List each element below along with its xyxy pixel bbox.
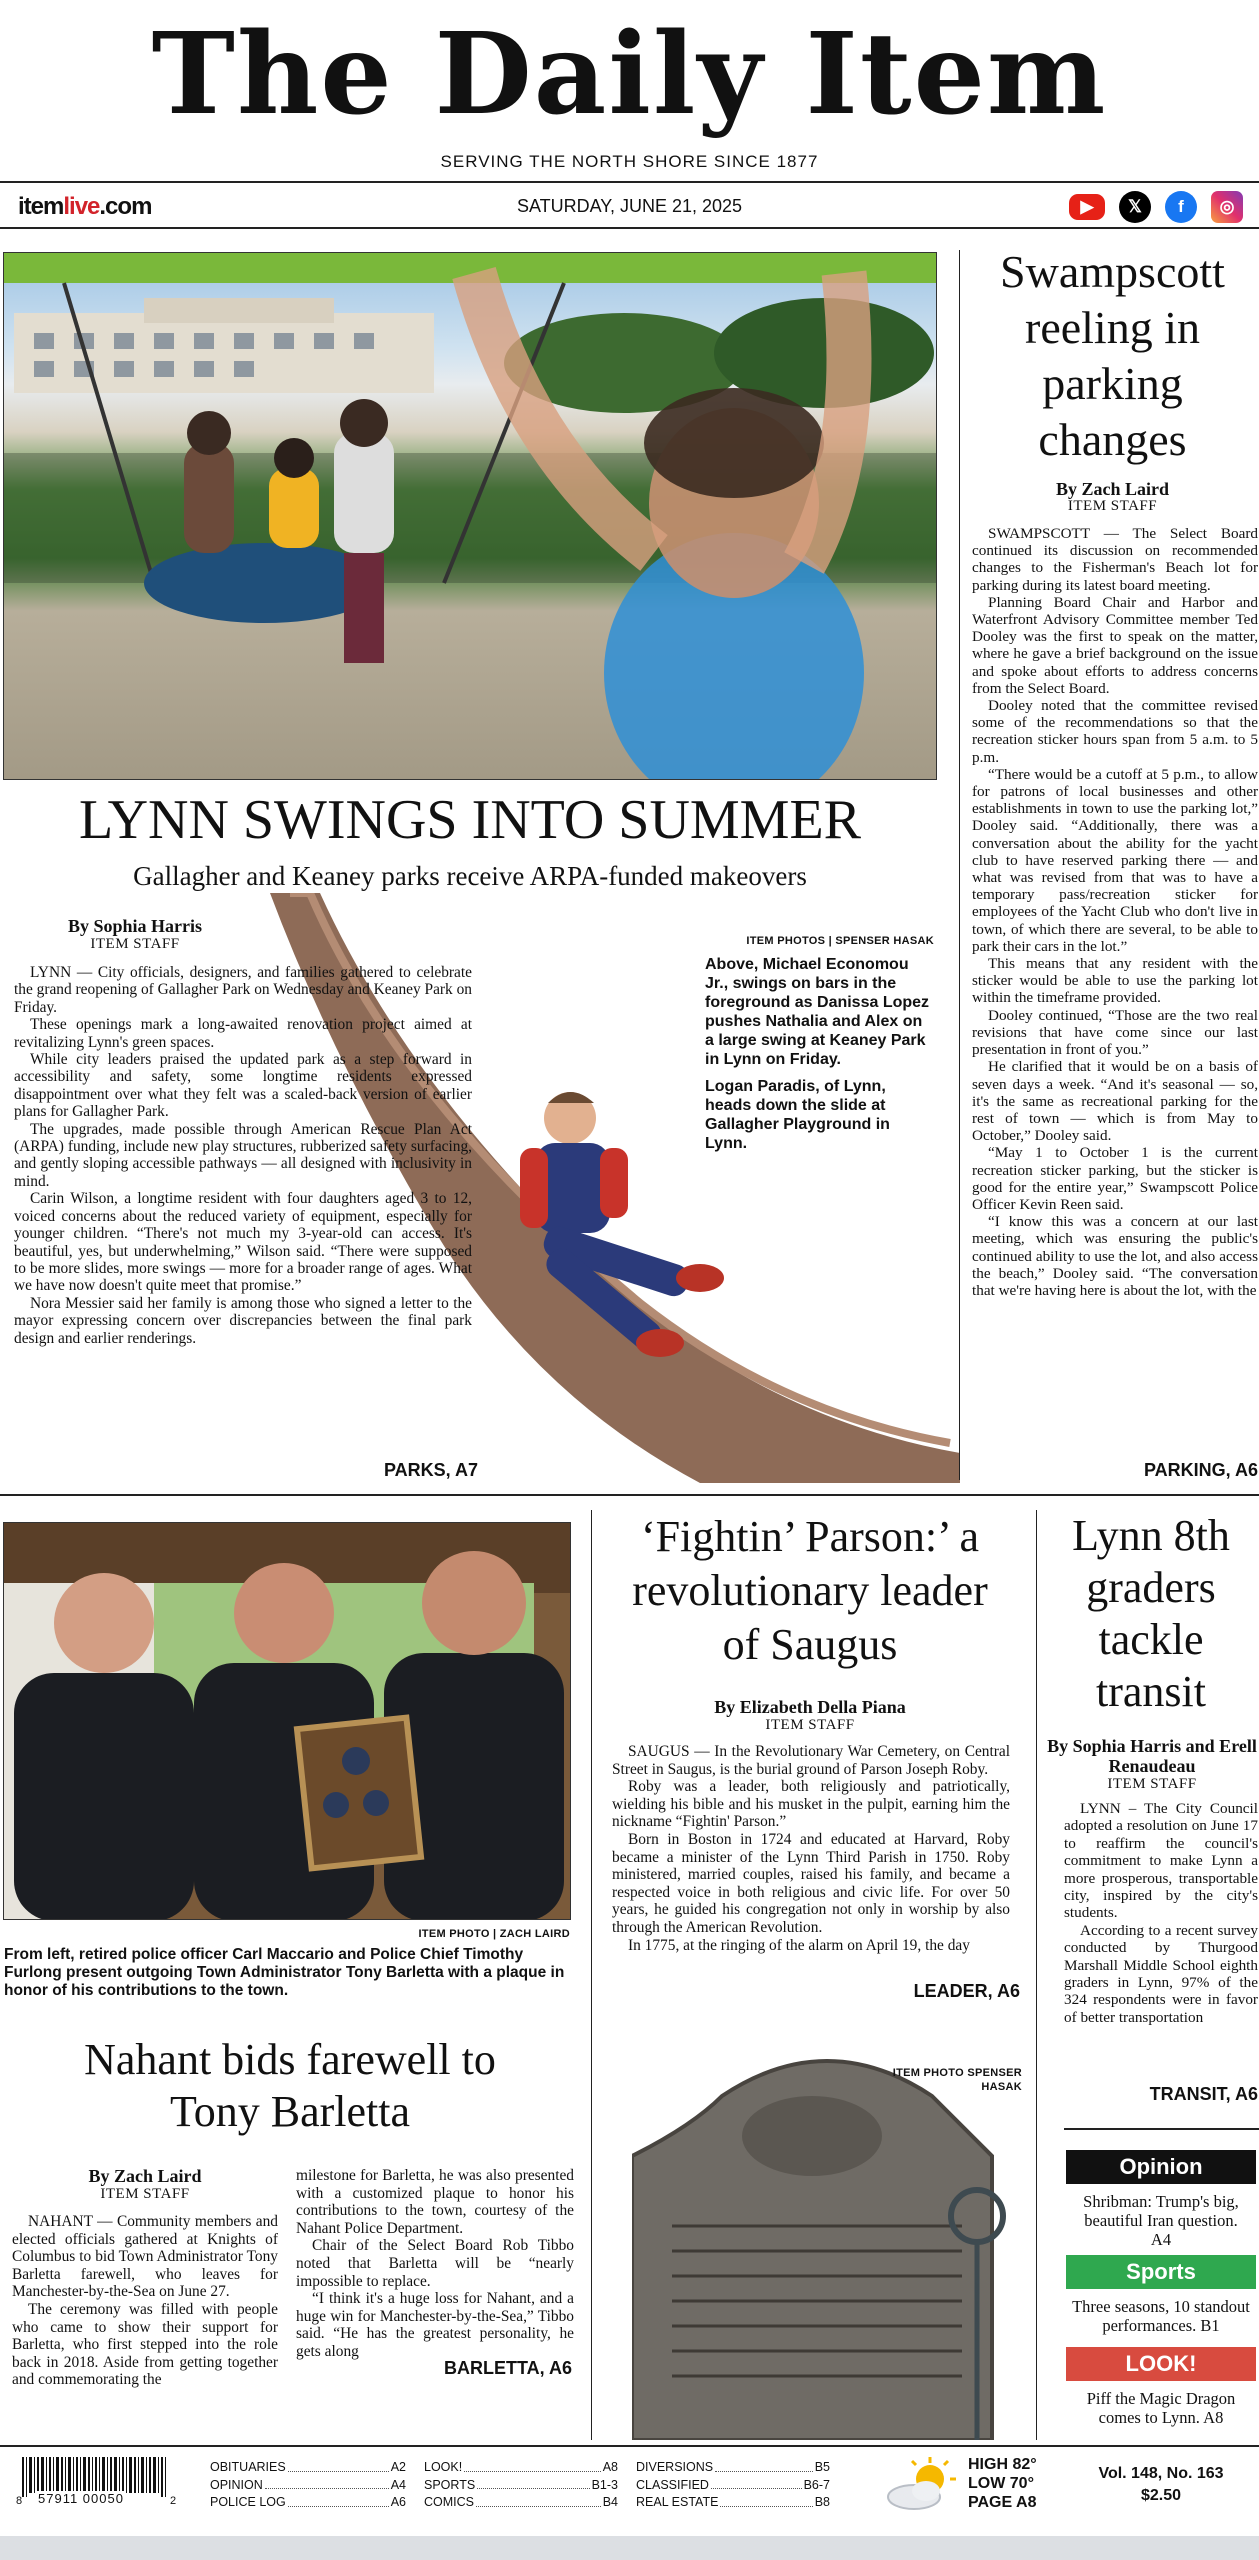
sports-teaser-text: Three seasons, 10 standout performances.: [1072, 2297, 1250, 2335]
index-label: COMICS: [424, 2495, 474, 2509]
index-label: DIVERSIONS: [636, 2460, 714, 2474]
opinion-teaser-page: A4: [1150, 2230, 1172, 2249]
gravestone-photo: [632, 2036, 1022, 2440]
opinion-tab[interactable]: Opinion: [1066, 2150, 1256, 2184]
youtube-icon[interactable]: ▶: [1069, 194, 1105, 220]
parson-byline: By Elizabeth Della Piana: [714, 1697, 906, 1717]
look-teaser-page: A8: [1203, 2408, 1224, 2427]
parking-paragraph: SWAMPSCOTT — The Select Board continued its discussion on recommended changes to the Fisherman's Beach lot for parking during its latest board meeting.: [972, 525, 1258, 594]
footer: [0, 2445, 1259, 2525]
weather: [968, 2455, 1048, 2512]
swing-scene: [4, 253, 937, 780]
weather-high: HIGH 82°: [968, 2456, 1037, 2473]
volume-number: Vol. 148, No. 163: [1098, 2465, 1224, 2482]
nahant-byline: By Zach Laird: [88, 2166, 202, 2186]
index-label: REAL ESTATE: [636, 2495, 719, 2509]
barcode-number: 57911 00050: [38, 2491, 124, 2506]
index-label: POLICE LOG: [210, 2495, 286, 2509]
index-page: A4: [390, 2477, 406, 2492]
index-entry[interactable]: [636, 2459, 830, 2477]
lead-paragraph: LYNN — City officials, designers, and families gathered to celebrate the grand reopening of Gallagher Park on Wednesday and Keaney Park on Friday.: [14, 964, 472, 1016]
index-entry[interactable]: [424, 2494, 618, 2512]
barcode-right-digit: 2: [170, 2495, 177, 2507]
index-page: B8: [814, 2495, 830, 2509]
nahant-col1: [12, 2213, 278, 2389]
transit-body: [1064, 1800, 1258, 2026]
issue-date: SATURDAY, JUNE 21, 2025: [516, 196, 743, 216]
lead-headline[interactable]: LYNN SWINGS INTO SUMMER: [78, 789, 862, 851]
barcode: [16, 2457, 176, 2509]
parson-paragraph: SAUGUS — In the Revolutionary War Cemetery, on Central Street in Saugus, is the burial ground of Parson Joseph Roby.: [612, 1743, 1010, 1778]
parking-headline[interactable]: Swampscott reeling in parking changes: [1000, 246, 1225, 465]
site-suffix: .com: [99, 193, 152, 220]
nameplate: The Daily Item: [151, 9, 1108, 140]
nahant-jump[interactable]: BARLETTA, A6: [444, 2358, 572, 2378]
index-col-2: [424, 2459, 618, 2512]
masthead: [0, 0, 1259, 180]
nahant-paragraph: milestone for Barletta, he was also presented with a customized plaque to honor his contributions to the town, courtesy of the Nahant Police Department.: [296, 2167, 574, 2237]
facebook-icon[interactable]: f: [1165, 191, 1197, 223]
nahant-col2: [296, 2167, 574, 2361]
column-rule: [591, 1510, 592, 2440]
lead-paragraph: The upgrades, made possible through American Rescue Plan Act (ARPA) funding, include new play structures, rubberized safety surfacing, and gently sloping accessible pathways — all designed with inclusivity in mind.: [14, 1120, 472, 1190]
look-teaser[interactable]: [1066, 2389, 1256, 2427]
index-label: SPORTS: [424, 2477, 476, 2492]
nahant-scene: [4, 1523, 571, 1920]
opinion-teaser-text: Shribman: Trump's big, beautiful Iran question.: [1083, 2192, 1239, 2230]
index-label: OBITUARIES: [210, 2460, 286, 2474]
parking-paragraph: “I know this was a concern at our last meeting, which was ensuring the public's continued ability to use the lot, and also access the beach,” Dooley said. “The conversation that we're having here is about the lot, with the: [972, 1213, 1258, 1299]
lead-paragraph: Nora Messier said her family is among those who signed a letter to the mayor expressing concern over discrepancies between the final park design and earlier renderings.: [14, 1294, 472, 1347]
site-accent: live: [63, 193, 100, 220]
index-entry[interactable]: [424, 2477, 618, 2495]
sports-teaser-page: B1: [1200, 2316, 1220, 2335]
parking-paragraph: “May 1 to October 1 is the current recreation sticker parking, but the sticker is good for the entire year,” Swampscott Police Officer Kevin Reen said.: [972, 1144, 1258, 1213]
lead-body: [14, 964, 472, 1347]
index-label: LOOK!: [424, 2460, 463, 2474]
column-rule: [959, 250, 960, 1480]
parking-staff: ITEM STAFF: [1067, 498, 1158, 514]
index-entry[interactable]: [424, 2459, 618, 2477]
index-entry[interactable]: [636, 2494, 830, 2512]
lead-caption-1: Above, Michael Economou Jr., swings on bars in the foreground as Danissa Lopez pushes Nathalia and Alex on a large swing at Keaney Park in Lynn on Friday.: [705, 956, 930, 1068]
index-col-1: [210, 2459, 406, 2512]
weather-low: LOW 70°: [968, 2475, 1034, 2492]
parking-paragraph: This means that any resident with the sticker would be able to use the parking lot within the timeframe provided.: [972, 955, 1258, 1007]
index-entry[interactable]: [210, 2494, 406, 2512]
nahant-paragraph: NAHANT — Community members and elected officials gathered at Knights of Columbus to bid Town Administrator Tony Barletta farewell, who leaves for Manchester-by-the-Sea on June 27.: [12, 2213, 278, 2301]
parking-paragraph: Planning Board Chair and Harbor and Waterfront Advisory Committee member Ted Dooley was the first to speak on the matter, where he gave a brief background on the issue and spoke about efforts to address concerns from the Select Board.: [972, 593, 1258, 697]
transit-byline: By Sophia Harris and Erell Renaudeau: [1047, 1736, 1257, 1776]
parking-paragraph: “There would be a cutoff at 5 p.m., to allow for patrons of local businesses and other establishments in town to use the parking lot,” Dooley said. “Additionally, there was a conversation about the ability for the yacht club to have reserved parking there — and what was revised from that was to have a temporary pass/recreation sticker for employees of the Yacht Club who don't live in town, of which there are several, to be able to park their cars in the lot.”: [972, 765, 1258, 955]
lead-photo-credit: ITEM PHOTOS | SPENSER HASAK: [746, 935, 934, 947]
parking-body: [972, 525, 1258, 1299]
index-col-3: [636, 2459, 830, 2512]
sports-teaser[interactable]: [1066, 2297, 1256, 2335]
social-links: [1069, 191, 1243, 223]
tagline: SERVING THE NORTH SHORE SINCE 1877: [440, 152, 819, 171]
transit-paragraph: According to a recent survey conducted by Thurgood Marshall Middle School eighth graders in Lynn, 97% of the 324 respondents were in favor of better transportation: [1064, 1921, 1258, 2026]
weather-page[interactable]: PAGE A8: [968, 2494, 1037, 2511]
index-page: A6: [390, 2495, 406, 2509]
lead-paragraph: While city leaders praised the updated park as a step forward in accessibility and safety, some longtime residents expressed disappointment over what they felt was a scaled-back version of earlier plans for Gallagher Park.: [14, 1051, 472, 1121]
lead-paragraph: These openings mark a long-awaited renovation project aimed at revitalizing Lynn's green spaces.: [14, 1016, 472, 1051]
x-icon[interactable]: 𝕏: [1119, 191, 1151, 223]
parking-paragraph: He clarified that it would be on a basis of seven days a week. “And it's seasonal — so, it's the same as recreational parking for the rest of town — which is from May to October,” Dooley said.: [972, 1058, 1258, 1145]
parson-body: [612, 1743, 1010, 1954]
index-label: OPINION: [210, 2477, 263, 2492]
parson-photo-credit: ITEM PHOTO SPENSER HASAK: [892, 2067, 1022, 2093]
lead-captions: [705, 955, 935, 1153]
nahant-paragraph: Chair of the Select Board Rob Tibbo noted that Barletta will be “nearly impossible to replace.: [296, 2237, 574, 2290]
volume-info: [1076, 2463, 1246, 2507]
parking-paragraph: Dooley noted that the committee revised some of the recommendations so that the recreation sticker hours span from 5 a.m. to 5 p.m.: [972, 697, 1258, 766]
instagram-icon[interactable]: ◎: [1211, 191, 1243, 223]
transit-headline[interactable]: Lynn 8th graders tackle transit: [1072, 1511, 1230, 1716]
sports-tab[interactable]: Sports: [1066, 2255, 1256, 2289]
parson-headline[interactable]: ‘Fightin’ Parson:’ a revolutionary leader of Saugus: [632, 1512, 988, 1669]
lead-byline: By Sophia Harris: [67, 916, 203, 936]
transit-staff: ITEM STAFF: [1107, 1776, 1197, 1792]
swing-photo: [3, 252, 937, 780]
site-prefix: item: [18, 193, 64, 220]
partly-cloudy-icon: [880, 2455, 960, 2515]
opinion-teaser[interactable]: [1066, 2192, 1256, 2249]
lead-caption-2: Logan Paradis, of Lynn, heads down the slide at Gallagher Playground in Lynn.: [705, 1078, 890, 1152]
look-tab[interactable]: LOOK!: [1066, 2347, 1256, 2381]
index-page: B1-3: [591, 2477, 618, 2492]
parking-byline: By Zach Laird: [1055, 479, 1170, 499]
lead-jump[interactable]: PARKS, A7: [383, 1460, 478, 1480]
nahant-paragraph: “I think it's a huge loss for Nahant, and a huge win for Manchester-by-the-Sea,” Tibbo said. “He has the greatest personality, he gets along: [296, 2290, 574, 2360]
transit-jump[interactable]: TRANSIT, A6: [1149, 2084, 1258, 2104]
lead-paragraph: Carin Wilson, a longtime resident with four daughters aged 3 to 12, voiced concerns about the reduced variety of equipment, especially for younger children. “There's not much my 3-year-old can access. It's beautiful, yes, but underwhelming,” Wilson said. “There were supposed to be more slides, more swings — more for a broader range of ages. What we have now doesn't quite meet that promise.”: [14, 1190, 472, 1295]
nahant-paragraph: The ceremony was filled with people who came to show their support for Barletta, who first stepped into the role back in 2018. Aside from getting together and commemorating the: [12, 2300, 278, 2389]
transit-paragraph: LYNN – The City Council adopted a resolution on June 17 to reaffirm the council's commitment to make Lynn a more prosperous, transportable city, inspired by the city's students.: [1064, 1800, 1258, 1922]
nahant-photo: [3, 1522, 571, 1920]
parking-jump[interactable]: PARKING, A6: [1143, 1460, 1258, 1480]
index-page: A2: [390, 2460, 406, 2474]
index-page: B5: [814, 2460, 830, 2474]
index-entry[interactable]: [210, 2459, 406, 2477]
column-rule: [1036, 1510, 1037, 2440]
parson-staff: ITEM STAFF: [765, 1717, 855, 1733]
section-rule: [0, 1494, 1259, 1496]
index-page: B4: [602, 2495, 618, 2509]
look-teaser-text: Piff the Magic Dragon comes to Lynn.: [1086, 2389, 1236, 2427]
nahant-staff: ITEM STAFF: [100, 2186, 190, 2202]
parking-paragraph: Dooley continued, “Those are the two real revisions that have come since our last presentation in front of you.”: [972, 1006, 1258, 1059]
nahant-caption: From left, retired police officer Carl Maccario and Police Chief Timothy Furlong present outgoing Town Administrator Tony Barletta with a plaque in honor of his contributions to the town.: [4, 1946, 565, 1999]
lead-staff: ITEM STAFF: [90, 936, 180, 952]
parson-paragraph: Born in Boston in 1724 and educated at Harvard, Roby became a minister of the Lynn Third Parish in 1750. Roby ministered, married couples, raised his family, and became a respected voice in both religious and civic life. For over 50 years, he guided his congregation not only in worship by also through the American Revolution.: [612, 1830, 1010, 1936]
parson-jump[interactable]: LEADER, A6: [913, 1981, 1020, 2001]
teaser-rule: [1064, 2128, 1259, 2130]
index-entry[interactable]: [210, 2477, 406, 2495]
lead-subhead: Gallagher and Keaney parks receive ARPA-funded makeovers: [133, 861, 807, 891]
price: $2.50: [1140, 2487, 1182, 2504]
index-label: CLASSIFIED: [636, 2477, 709, 2492]
nahant-photo-credit: ITEM PHOTO | ZACH LAIRD: [418, 1928, 570, 1940]
date-bar: [0, 181, 1259, 229]
index-page: A8: [602, 2460, 618, 2474]
nahant-headline[interactable]: Nahant bids farewell to Tony Barletta: [84, 2035, 496, 2136]
barcode-left-digit: 8: [16, 2495, 23, 2507]
index-page: B6-7: [803, 2477, 830, 2492]
parson-paragraph: Roby was a leader, both religiously and patriotically, wielding his bible and his musket in the pulpit, earning him the nickname “Fightin' Parson.”: [612, 1778, 1010, 1831]
parson-paragraph: In 1775, at the ringing of the alarm on April 19, the day: [628, 1936, 970, 1954]
index-entry[interactable]: [636, 2477, 830, 2495]
gravestone-scene: [632, 2036, 1022, 2440]
bottom-band: [0, 2536, 1259, 2560]
